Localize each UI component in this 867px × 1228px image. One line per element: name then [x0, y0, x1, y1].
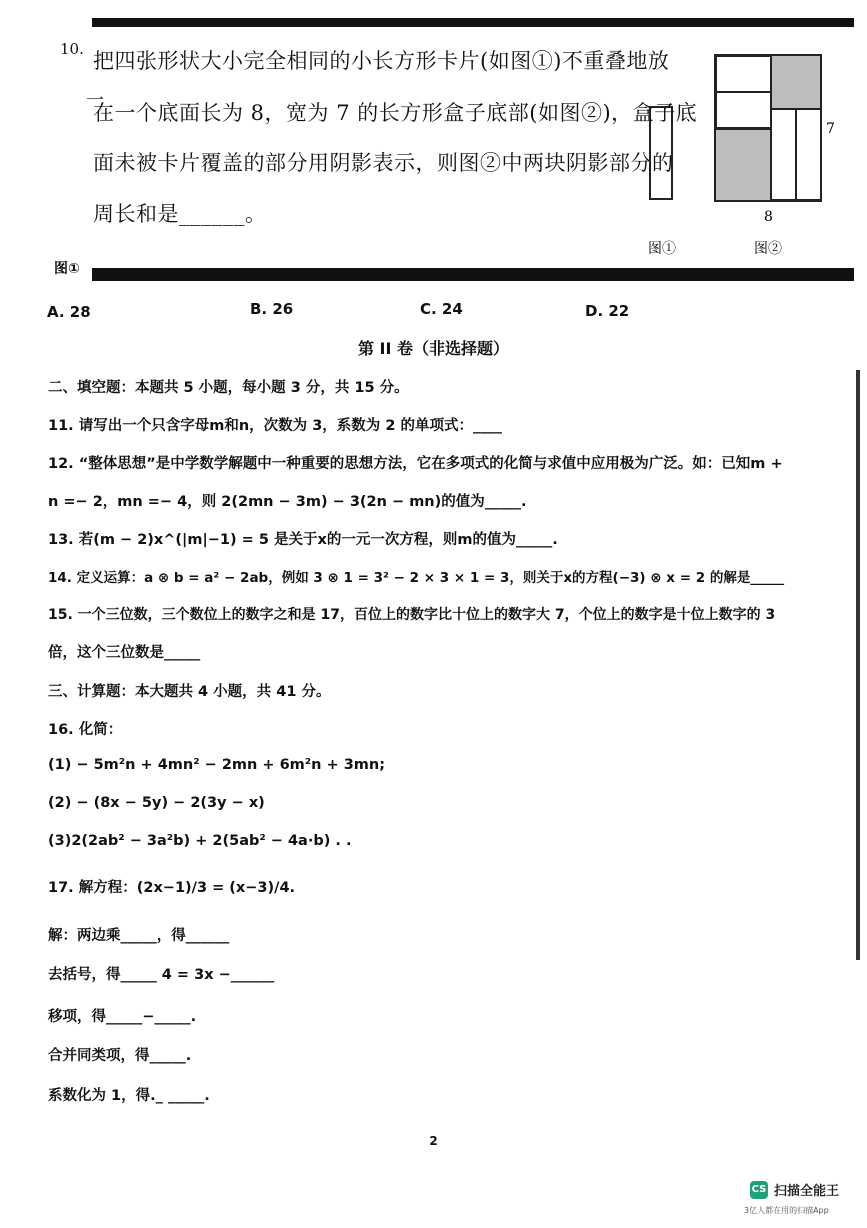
question-10-line-4: 周长和是______。 [93, 202, 267, 226]
scan-edge-shadow [856, 370, 860, 960]
figure-2-caption: 图② [754, 241, 782, 257]
question-16-part-1: (1) − 5m²n + 4mn² − 2mn + 6m²n + 3mn; [48, 757, 386, 773]
question-17-step-5: 系数化为 1，得._ _____. [48, 1088, 210, 1104]
question-10-number: 10. [60, 40, 84, 58]
figure-2-card-2 [716, 92, 771, 129]
question-16-part-2: (2) − (8x − 5y) − 2(3y − x) [48, 795, 265, 811]
section-2-title: 二、填空题：本题共 5 小题，每小题 3 分，共 15 分。 [48, 380, 409, 396]
question-10-line-1: 把四张形状大小完全相同的小长方形卡片(如图①)不重叠地放 [93, 49, 670, 73]
figure-2-shade-bottom [716, 129, 771, 200]
choice-d: D. 22 [585, 302, 630, 320]
question-10-figure [640, 45, 850, 270]
scan-border-middle [92, 268, 854, 281]
question-14: 14. 定义运算：a ⊗ b = a² − 2ab，例如 3 ⊗ 1 = 3² − 2 × 3 × 1 = 3，则关于x的方程(−3) ⊗ x = 2 的解是_____ [48, 570, 785, 586]
figure-2-width-label: 8 [764, 209, 773, 225]
choice-a: A. 28 [47, 303, 91, 321]
choice-b: B. 26 [250, 300, 294, 318]
question-17-step-1: 解：两边乘_____，得______ [48, 928, 230, 944]
choice-c: C. 24 [420, 300, 463, 318]
scanner-app-name: 扫描全能王 [774, 1184, 840, 1199]
section-3-title: 三、计算题：本大题共 4 小题，共 41 分。 [48, 684, 331, 700]
figure-1-card [650, 107, 672, 199]
margin-dash-mark: 一 [86, 90, 104, 111]
question-13: 13. 若(m − 2)x^(|m|−1) = 5 是关于x的一元一次方程，则m的值为_____. [48, 532, 558, 548]
figure-2-height-label: 7 [826, 121, 835, 137]
figure-2-card-1 [716, 56, 771, 92]
scanner-watermark [750, 1180, 839, 1199]
figure-1-caption-left: 图① [54, 261, 80, 277]
question-12-line-2: n =− 2，mn =− 4，则 2(2mn − 3m) − 3(2n − mn)的值为_____. [48, 494, 527, 510]
question-17-step-3: 移项，得_____−_____. [48, 1009, 197, 1025]
scan-border-top [92, 18, 854, 27]
question-17-step-2: 去括号，得_____ 4 = 3x −______ [48, 967, 275, 983]
question-15-line-1: 15. 一个三位数，三个数位上的数字之和是 17，百位上的数字比十位上的数字大 7，个位上的数字是十位上数字的 3 [48, 607, 776, 623]
page-number: 2 [429, 1134, 438, 1148]
figure-2-card-4 [796, 109, 821, 200]
question-10-line-3: 面未被卡片覆盖的部分用阴影表示，则图②中两块阴影部分的 [93, 151, 674, 175]
question-17: 17. 解方程：(2x−1)/3 = (x−3)/4. [48, 880, 296, 896]
figure-2-card-3 [771, 109, 796, 200]
question-10-line-2: 在一个底面长为 8，宽为 7 的长方形盒子底部(如图②)，盒子底 [93, 101, 698, 125]
question-17-step-4: 合并同类项，得_____. [48, 1048, 192, 1064]
question-12-line-1: 12. “整体思想”是中学数学解题中一种重要的思想方法，它在多项式的化简与求值中应用极为广泛。如：已知m + [48, 456, 783, 472]
question-16-part-3: (3)2(2ab² − 3a²b) + 2(5ab² − 4a·b) . . [48, 833, 352, 849]
paper-section-heading: 第 II 卷（非选择题） [357, 339, 510, 358]
camscanner-logo-icon: CS [750, 1181, 768, 1199]
scanner-app-tagline: 3亿人都在用的扫描App [744, 1206, 829, 1215]
question-15-line-2: 倍，这个三位数是_____ [48, 645, 201, 661]
figure-1-caption: 图① [648, 241, 676, 257]
question-16: 16. 化简： [48, 722, 123, 738]
question-11: 11. 请写出一个只含字母m和n，次数为 3，系数为 2 的单项式：____ [48, 418, 502, 434]
